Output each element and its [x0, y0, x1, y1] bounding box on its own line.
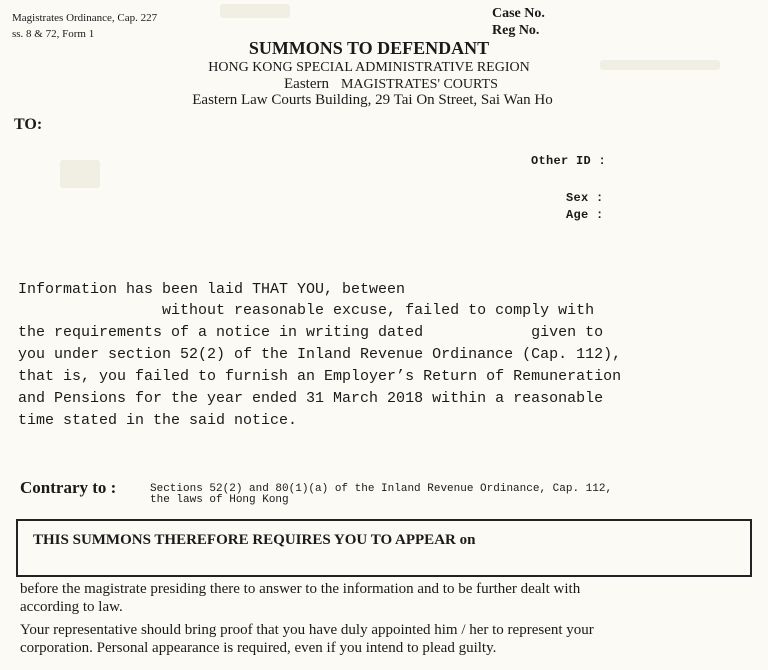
footer-text: according to law.: [20, 599, 123, 615]
scan-smudge: [60, 160, 100, 188]
reg-no-label: Reg No.: [492, 23, 540, 38]
court-name: Eastern: [284, 76, 329, 92]
footer-text: before the magistrate presiding there to answer to the information and to be further dealt with: [20, 581, 581, 597]
footer-text: corporation. Personal appearance is required, even if you intend to plead guilty.: [20, 640, 497, 656]
to-label: TO:: [14, 116, 43, 133]
section-reference: ss. 8 & 72, Form 1: [12, 28, 95, 40]
appearance-box: [16, 519, 752, 577]
contrary-text: the laws of Hong Kong: [150, 494, 289, 506]
contrary-text: Sections 52(2) and 80(1)(a) of the Inland Revenue Ordinance, Cap. 112,: [150, 483, 613, 495]
age-label: Age :: [566, 208, 604, 222]
document-title: SUMMONS TO DEFENDANT: [248, 38, 490, 58]
ordinance-reference: Magistrates Ordinance, Cap. 227: [12, 12, 158, 24]
information-line: time stated in the said notice.: [18, 412, 298, 429]
information-line: without reasonable excuse, failed to comply with: [18, 302, 595, 319]
scan-smudge: [220, 4, 290, 18]
information-line: that is, you failed to furnish an Employer’s Return of Remuneration: [18, 368, 622, 385]
information-line: the requirements of a notice in writing dated given to: [18, 324, 604, 341]
sex-label: Sex :: [566, 191, 604, 205]
court-type: MAGISTRATES' COURTS: [340, 77, 498, 92]
appearance-heading: THIS SUMMONS THEREFORE REQUIRES YOU TO APPEAR on: [33, 532, 476, 548]
case-no-label: Case No.: [492, 6, 545, 21]
information-line: and Pensions for the year ended 31 March 2018 within a reasonable: [18, 390, 604, 407]
court-line: [284, 76, 498, 93]
other-id-label: Other ID :: [531, 154, 607, 168]
information-line: Information has been laid THAT YOU, between: [18, 281, 406, 298]
contrary-label: Contrary to :: [20, 478, 117, 497]
footer-text: Your representative should bring proof that you have duly appointed him / her to represent your: [20, 622, 594, 638]
information-line: you under section 52(2) of the Inland Revenue Ordinance (Cap. 112),: [18, 346, 622, 363]
region-heading: HONG KONG SPECIAL ADMINISTRATIVE REGION: [208, 60, 530, 75]
court-address: Eastern Law Courts Building, 29 Tai On Street, Sai Wan Ho: [192, 92, 553, 108]
